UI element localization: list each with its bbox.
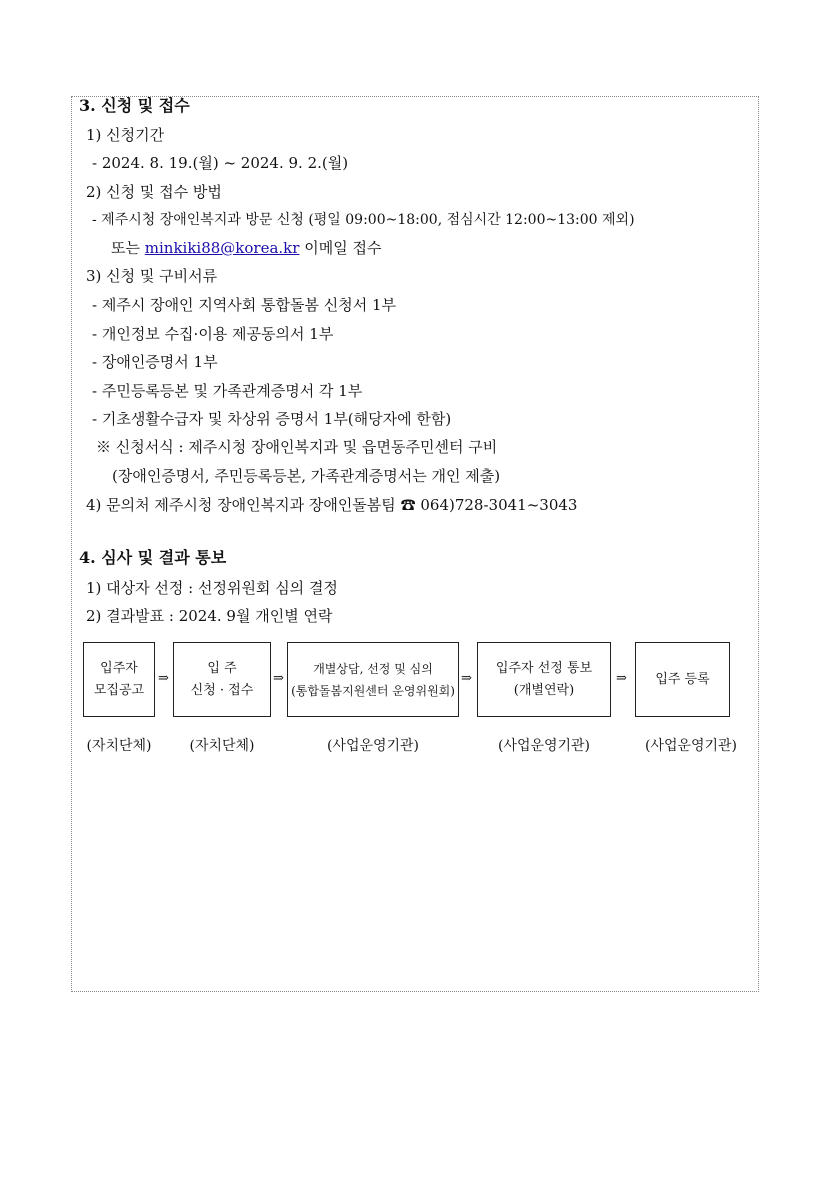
doc-item: - 기초생활수급자 및 차상위 증명서 1부(해당자에 한함) [92,410,452,428]
flow-org: (사업운영기관) [644,738,738,754]
period-title: 1) 신청기간 [86,126,165,144]
flow-step-line2: (개별연락) [513,682,575,698]
method-suffix: 이메일 접수 [304,239,382,257]
flow-arrow: ⇒ [461,671,472,686]
method-prefix: 또는 [111,239,140,257]
method-line2 [111,238,381,258]
review-item2: 2) 결과발표 : 2024. 9월 개인별 연락 [86,607,333,625]
notice-frame [71,96,759,992]
flow-step-recruit [83,642,155,717]
flow-step-review [287,642,459,717]
flow-org: (사업운영기관) [497,738,591,754]
period-value: - 2024. 8. 19.(월) ~ 2024. 9. 2.(월) [92,154,349,172]
docs-title: 3) 신청 및 구비서류 [86,267,218,285]
note-line1: ※ 신청서식 : 제주시청 장애인복지과 및 읍면동주민센터 구비 [96,438,498,456]
flow-step-line1: 입주자 [100,660,138,676]
flow-arrow: ⇒ [158,671,169,686]
note-line2: (장애인증명서, 주민등록등본, 가족관계증명서는 개인 제출) [112,467,501,485]
method-title: 2) 신청 및 접수 방법 [86,183,222,201]
flow-arrow: ⇒ [616,671,627,686]
flow-org: (자치단체) [86,738,152,754]
email-link[interactable]: minkiki88@korea.kr [144,239,300,257]
method-line1: - 제주시청 장애인복지과 방문 신청 (평일 09:00~18:00, 점심시간 12:00~13:00 제외) [92,212,635,228]
section3-heading: 3. 신청 및 접수 [79,96,190,115]
flow-step-line1: 입 주 [207,660,237,676]
phone-icon: ☎ [400,496,416,514]
contact-phone: 064)728-3041~3043 [420,496,578,514]
flow-step-notify [477,642,611,717]
doc-item: - 장애인증명서 1부 [92,353,218,371]
flow-step-line1: 입주자 선정 통보 [495,660,593,676]
flow-step-line2: 신청 · 접수 [190,682,254,698]
flow-step-apply [173,642,271,717]
contact-prefix: 4) 문의처 제주시청 장애인복지과 장애인돌봄팀 [86,496,396,514]
section4-heading: 4. 심사 및 결과 통보 [79,548,227,567]
doc-item: - 제주시 장애인 지역사회 통합돌봄 신청서 1부 [92,296,397,314]
flow-org: (자치단체) [189,738,255,754]
flow-step-register [635,642,730,717]
flow-org: (사업운영기관) [326,738,420,754]
flow-step-line1: 개별상담, 선정 및 심의 [313,661,433,676]
flow-arrow: ⇒ [273,671,284,686]
contact-line [86,495,577,515]
flow-step-line2: 모집공고 [93,682,145,698]
flow-step-line2: (통합돌봄지원센터 운영위원회) [291,683,455,698]
doc-item: - 주민등록등본 및 가족관계증명서 각 1부 [92,382,363,400]
flow-step-line1: 입주 등록 [655,671,710,687]
doc-item: - 개인정보 수집·이용 제공동의서 1부 [92,325,334,343]
review-item1: 1) 대상자 선정 : 선정위원회 심의 결정 [86,579,338,597]
